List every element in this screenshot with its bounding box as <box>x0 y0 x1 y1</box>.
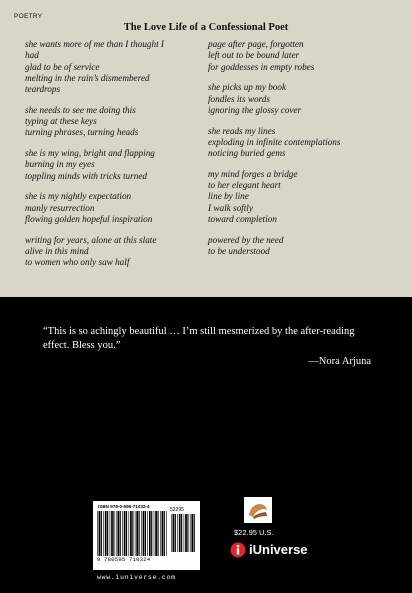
poem-line: left out to be bound later <box>208 50 300 61</box>
poem-line: toppling minds with tricks turned <box>25 170 147 181</box>
poem-line: she wants more of me than I thought I <box>25 39 164 49</box>
poem-stanza <box>208 235 398 258</box>
poem-line: she reads my lines <box>208 125 276 136</box>
poem-line: typing at these keys <box>25 116 97 127</box>
poem-stanza <box>25 191 215 225</box>
publisher-name: iUniverse <box>249 542 308 557</box>
poem-line: to her elegant heart <box>208 180 281 191</box>
poem-line: powered by the need <box>208 234 284 245</box>
poem-line: my mind forges a bridge <box>208 168 298 179</box>
poem-line: turning phrases, turning heads <box>25 127 139 138</box>
poem-line: she is my wing, bright and flapping <box>25 148 155 159</box>
poem-line: she needs to see me doing this <box>25 104 136 115</box>
poem-column-left <box>25 39 215 278</box>
iuniverse-logo-icon <box>230 542 246 558</box>
category-label: POETRY <box>14 13 43 20</box>
poem-stanza <box>25 235 215 269</box>
barcode-bars <box>97 511 167 556</box>
poem-line: burning in my eyes <box>25 159 95 170</box>
poem-line: noticing buried gems <box>208 148 286 159</box>
blurb-quote: “This is so achingly beautiful … I’m still mesmerized by the after-reading effect. Bless you.” <box>43 326 355 351</box>
poem-line: alive in this mind <box>25 246 89 257</box>
poem-line: she is my nightly expectation <box>25 191 132 202</box>
poem-stanza <box>25 105 215 139</box>
blurb-attribution: —Nora Arjuna <box>308 356 371 367</box>
poem-line: line by line <box>208 191 249 202</box>
poem-line: to women who only saw half <box>25 257 130 268</box>
isbn-label: ISBN 978-0-595-71032-4 <box>98 504 150 509</box>
poem-stanza <box>208 126 398 160</box>
poem-line: teardrops <box>25 84 61 95</box>
poem-stanza <box>25 39 215 95</box>
poem-line: to be understood <box>208 246 270 257</box>
poem-line: she picks up my book <box>208 82 287 93</box>
poem-line: for goddesses in empty robes <box>208 61 315 72</box>
poem-line: I walk softly <box>208 202 253 213</box>
isbn-barcode <box>93 501 200 570</box>
website-link[interactable]: www.iuniverse.com <box>97 574 176 581</box>
poem-line: ignoring the glossy cover <box>208 104 302 115</box>
publisher-colophon-icon <box>244 497 272 523</box>
isbn-digits: 9 780595 710324 <box>97 556 151 563</box>
poem-line: had <box>25 50 39 61</box>
price: $22.95 U.S. <box>234 528 274 537</box>
poem-stanza <box>25 148 215 182</box>
poem-column-right <box>208 39 398 267</box>
poem-stanza <box>208 39 398 73</box>
poem-stanza <box>208 82 398 116</box>
poem-title: The Love Life of a Confessional Poet <box>123 22 289 33</box>
poem-line: flowing golden hopeful inspiration <box>25 214 153 225</box>
poem-line: toward completion <box>208 214 277 225</box>
poem-line: page after page, forgotten <box>208 39 304 49</box>
poem-line: melting in the rain’s dismembered <box>25 72 150 83</box>
addon-digits: 52295 <box>170 507 184 513</box>
poem-line: glad to be of service <box>25 61 100 72</box>
poem-stanza <box>208 169 398 225</box>
addon-barcode-bars <box>171 514 196 552</box>
poem-line: manly resurrection <box>25 202 95 213</box>
poem-line: writing for years, alone at this slate <box>25 234 157 245</box>
poem-line: exploding in infinite contemplations <box>208 136 341 147</box>
poem-line: fondles its words <box>208 93 270 104</box>
